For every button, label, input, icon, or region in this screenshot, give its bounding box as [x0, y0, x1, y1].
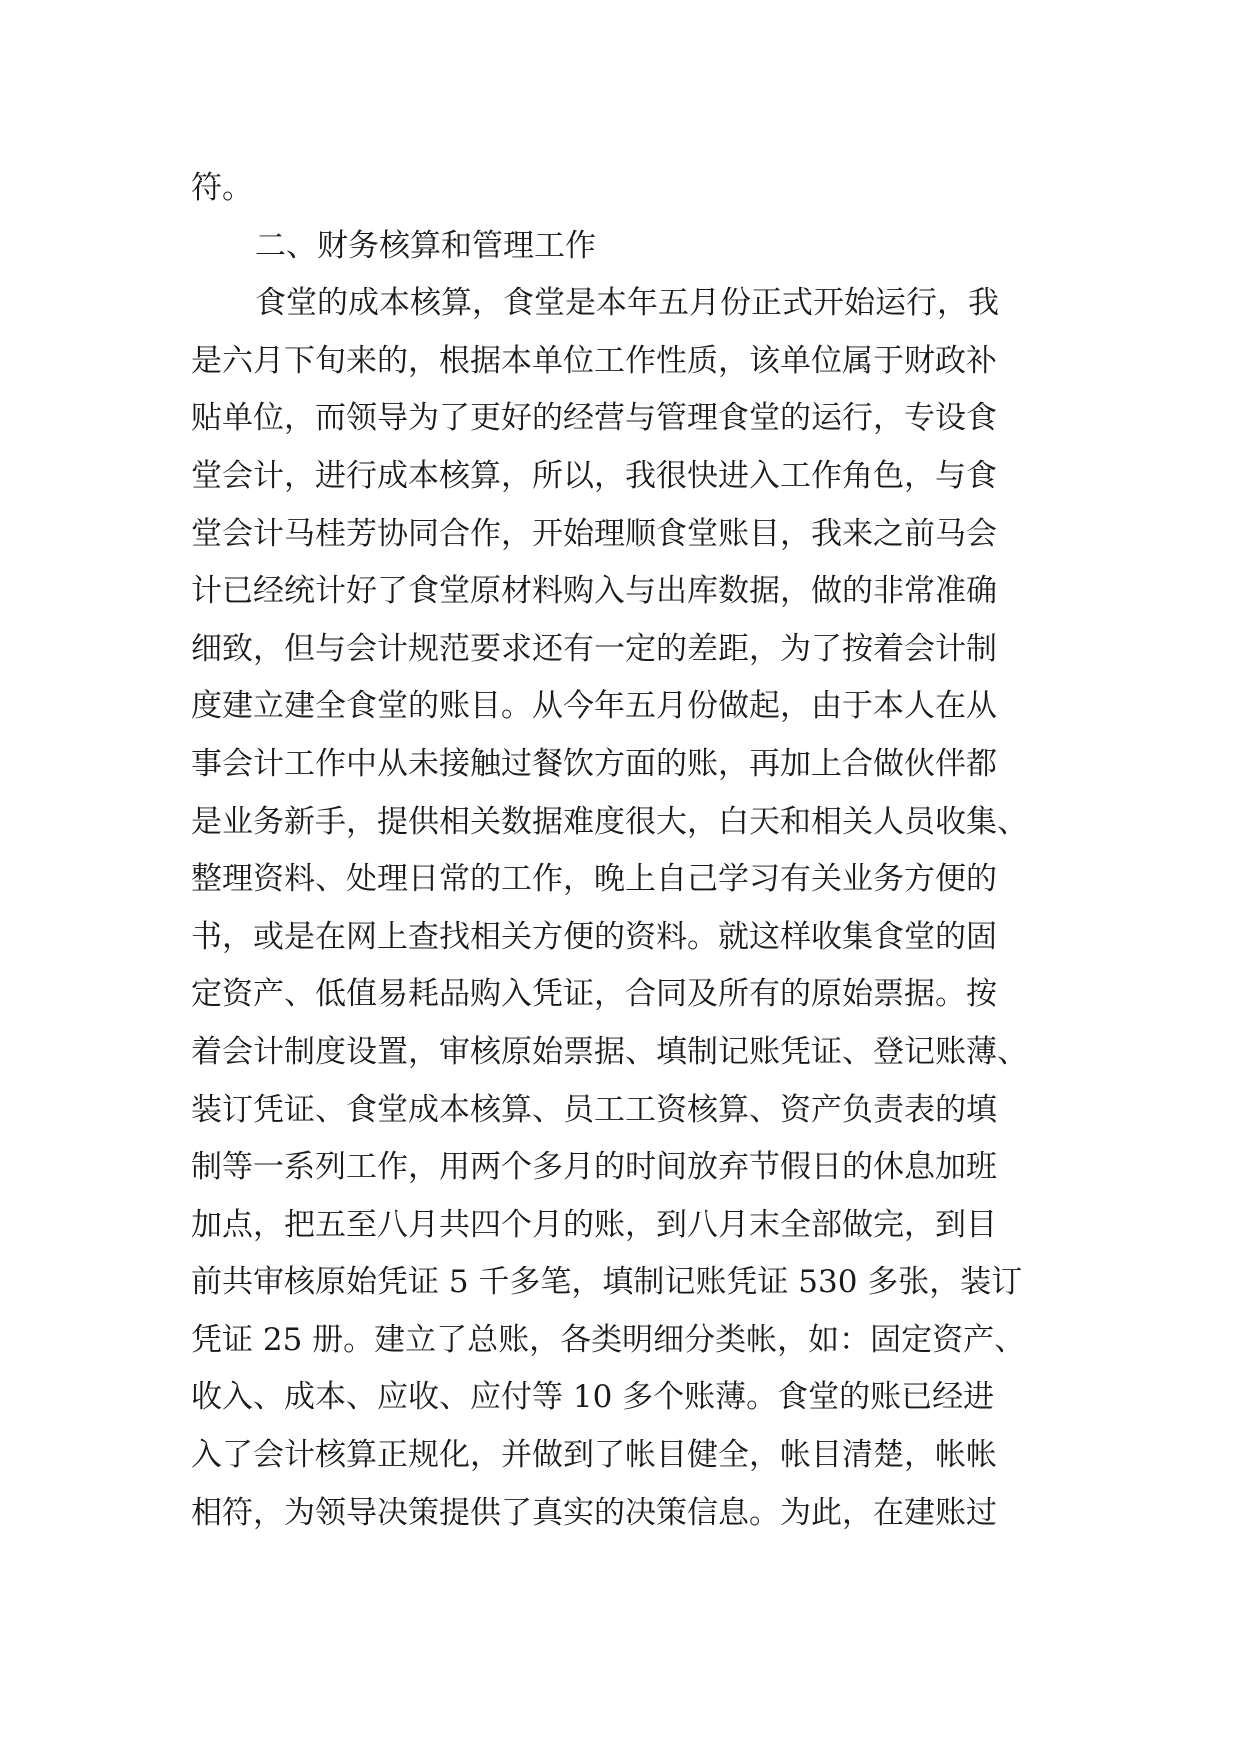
text-line: 装订凭证、食堂成本核算、员工工资核算、资产负责表的填	[191, 1091, 997, 1128]
text-line: 食堂的成本核算，食堂是本年五月份正式开始运行，我	[255, 285, 999, 322]
text-line: 细致，但与会计规范要求还有一定的差距，为了按着会计制	[191, 630, 997, 667]
text-line: 事会计工作中从未接触过餐饮方面的账，再加上合做伙伴都	[191, 745, 997, 782]
text-line: 度建立建全食堂的账目。从今年五月份做起，由于本人在从	[191, 688, 997, 725]
text-line: 凭证 25 册。建立了总账，各类明细分类帐，如：固定资产、	[191, 1321, 1026, 1358]
body-text	[191, 160, 1071, 1542]
text-line: 计已经统计好了食堂原材料购入与出库数据，做的非常准确	[191, 573, 997, 610]
text-line: 是六月下旬来的，根据本单位工作性质，该单位属于财政补	[191, 342, 997, 379]
text-line: 前共审核原始凭证 5 千多笔，填制记账凭证 530 多张，装订	[191, 1264, 1023, 1301]
text-line: 堂会计马桂芳协同合作，开始理顺食堂账目，我来之前马会	[191, 515, 997, 552]
text-line: 书，或是在网上查找相关方便的资料。就这样收集食堂的固	[191, 918, 997, 955]
text-line: 加点，把五至八月共四个月的账，到八月末全部做完，到目	[191, 1206, 997, 1243]
text-line: 相符，为领导决策提供了真实的决策信息。为此，在建账过	[191, 1494, 997, 1531]
section-heading: 二、财务核算和管理工作	[255, 227, 596, 264]
text-line: 贴单位，而领导为了更好的经营与管理食堂的运行，专设食	[191, 400, 997, 437]
text-line: 着会计制度设置，审核原始票据、填制记账凭证、登记账薄、	[191, 1033, 1028, 1070]
text-line: 符。	[191, 170, 253, 206]
text-line: 定资产、低值易耗品购入凭证，合同及所有的原始票据。按	[191, 976, 997, 1013]
text-line: 制等一系列工作，用两个多月的时间放弃节假日的休息加班	[191, 1149, 997, 1186]
text-line: 入了会计核算正规化，并做到了帐目健全，帐目清楚，帐帐	[191, 1437, 997, 1474]
text-line: 收入、成本、应收、应付等 10 多个账薄。食堂的账已经进	[191, 1379, 995, 1416]
text-line: 堂会计，进行成本核算，所以，我很快进入工作角色，与食	[191, 457, 997, 494]
text-line: 整理资料、处理日常的工作，晚上自己学习有关业务方便的	[191, 861, 997, 898]
text-line: 是业务新手，提供相关数据难度很大，白天和相关人员收集、	[191, 803, 1028, 840]
